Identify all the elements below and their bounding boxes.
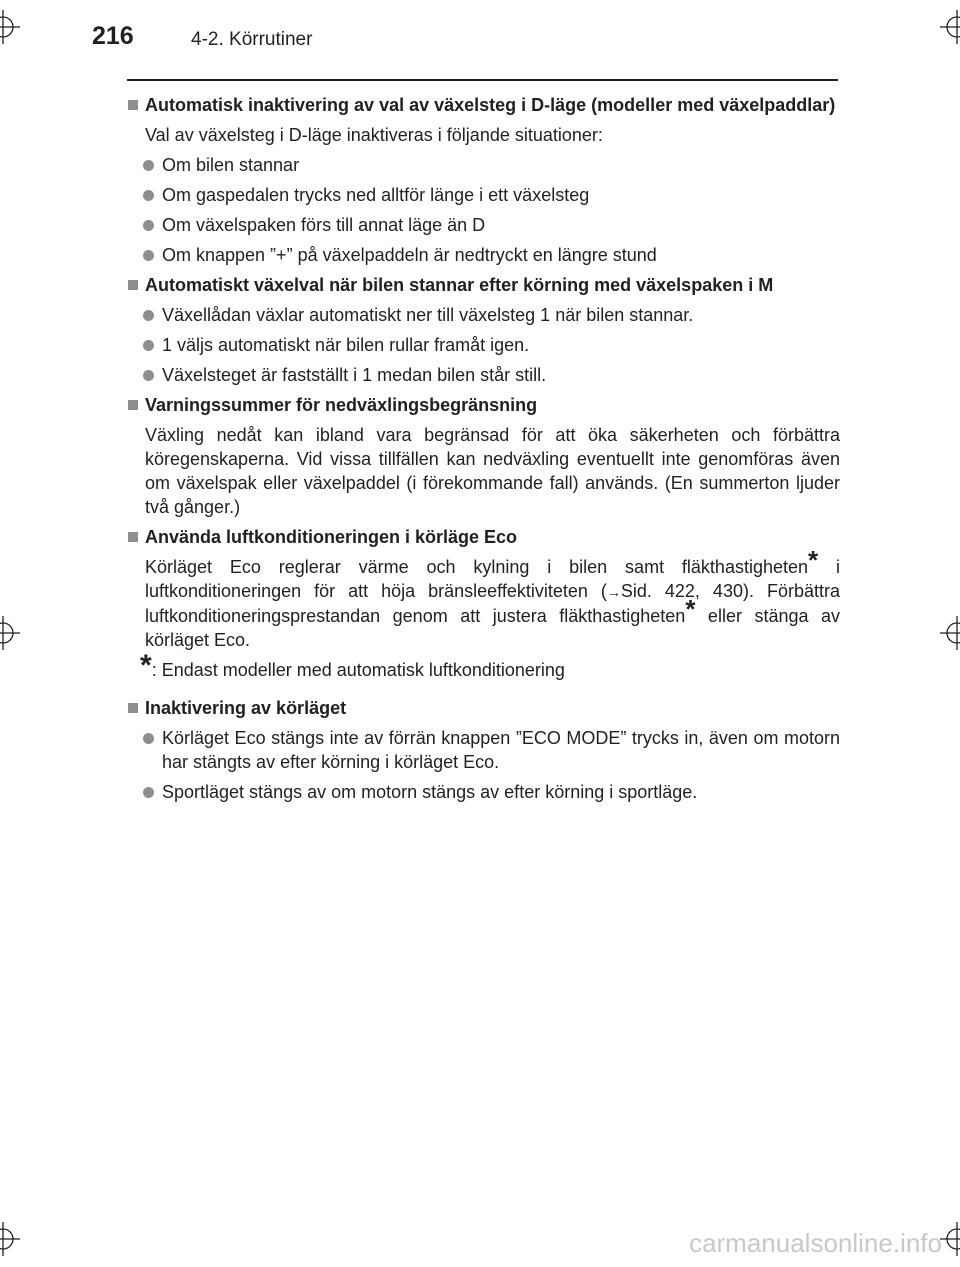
list-item-text: Om bilen stannar <box>162 155 300 175</box>
heading-text: Inaktivering av körläget <box>145 698 347 718</box>
page-content <box>128 93 840 810</box>
registration-mark-top-left <box>0 10 20 44</box>
paragraph-text: i luftkonditioneringen för att höja bränsleeffektiviteten ( <box>145 557 840 601</box>
header-divider <box>127 79 838 81</box>
asterisk-mark: * <box>685 594 696 624</box>
heading-text: Varningssummer för nedväxlingsbegränsning <box>145 395 538 415</box>
list-item <box>128 333 840 357</box>
list-item <box>128 726 840 774</box>
section-heading <box>128 393 840 417</box>
round-bullet-icon <box>143 370 154 381</box>
paragraph-text: ). Förbättra luftkonditioneringsprestandan genom att justera fläkthastigheten <box>145 581 840 626</box>
list-item <box>128 363 840 387</box>
list-item <box>128 153 840 177</box>
round-bullet-icon <box>143 190 154 201</box>
watermark: carmanualsonline.info <box>689 1228 942 1258</box>
list-item-text: Om gaspedalen trycks ned alltför länge i ett växelsteg <box>162 185 590 205</box>
list-item <box>128 243 840 267</box>
registration-mark-middle-right <box>940 616 960 650</box>
paragraph: Val av växelsteg i D-läge inaktiveras i följande situationer: <box>145 125 603 145</box>
page-number: 216 <box>92 22 134 50</box>
round-bullet-icon <box>143 787 154 798</box>
paragraph: Växling nedåt kan ibland vara begränsad för att öka säkerheten och förbättra köregenskaperna. Vid vissa tillfällen kan nedväxling eventuellt inte genomföras även om växelspak eller växelpaddel (i förekommande fall) används. (En summerton ljuder två gånger.) <box>145 425 840 517</box>
list-item <box>128 183 840 207</box>
square-bullet-icon <box>128 400 138 410</box>
list-item <box>128 213 840 237</box>
list-item <box>128 780 840 804</box>
paragraph <box>128 545 840 652</box>
square-bullet-icon <box>128 100 138 110</box>
section-heading <box>128 696 840 720</box>
round-bullet-icon <box>143 160 154 171</box>
list-item <box>128 303 840 327</box>
registration-mark-bottom-right <box>940 1222 960 1256</box>
heading-text: Automatiskt växelval när bilen stannar efter körning med växelspaken i M <box>145 275 774 295</box>
asterisk-mark: * <box>808 545 819 575</box>
square-bullet-icon <box>128 532 138 542</box>
square-bullet-icon <box>128 703 138 713</box>
heading-text: Använda luftkonditioneringen i körläge Eco <box>145 527 518 547</box>
list-item-text: Om knappen ”+” på växelpaddeln är nedtryckt en längre stund <box>162 245 657 265</box>
round-bullet-icon <box>143 733 154 744</box>
asterisk-mark: * <box>140 649 152 682</box>
page-reference-link[interactable]: Sid. 422, 430 <box>620 581 743 601</box>
square-bullet-icon <box>128 280 138 290</box>
section-heading <box>128 93 840 117</box>
section-heading <box>128 273 840 297</box>
arrow-right-icon: → <box>606 584 621 600</box>
registration-mark-bottom-left <box>0 1222 20 1256</box>
list-item-text: Körläget Eco stängs inte av förrän knappen ”ECO MODE” trycks in, även om motorn har stängts av efter körning i körläget Eco. <box>162 728 840 772</box>
footnote-text: : Endast modeller med automatisk luftkonditionering <box>151 660 565 680</box>
list-item-text: Sportläget stängs av om motorn stängs av efter körning i sportläge. <box>162 782 698 802</box>
list-item-text: Växellådan växlar automatiskt ner till växelsteg 1 när bilen stannar. <box>162 305 694 325</box>
round-bullet-icon <box>143 250 154 261</box>
section-heading <box>128 525 840 549</box>
heading-text: Automatisk inaktivering av val av växelsteg i D-läge (modeller med växelpaddlar) <box>145 95 836 115</box>
footnote <box>128 649 840 682</box>
round-bullet-icon <box>143 310 154 321</box>
list-item-text: Växelsteget är fastställt i 1 medan bilen står still. <box>162 365 547 385</box>
registration-mark-middle-left <box>0 616 20 650</box>
list-item-text: Om växelspaken förs till annat läge än D <box>162 215 486 235</box>
registration-mark-top-right <box>940 10 960 44</box>
paragraph-text: Körläget Eco reglerar värme och kylning i bilen samt fläkthastigheten <box>145 557 809 577</box>
section-title: 4-2. Körrutiner <box>191 29 313 50</box>
list-item-text: 1 väljs automatiskt när bilen rullar framåt igen. <box>162 335 530 355</box>
round-bullet-icon <box>143 220 154 231</box>
paragraph-text: eller stänga av körläget Eco. <box>145 606 840 650</box>
round-bullet-icon <box>143 340 154 351</box>
